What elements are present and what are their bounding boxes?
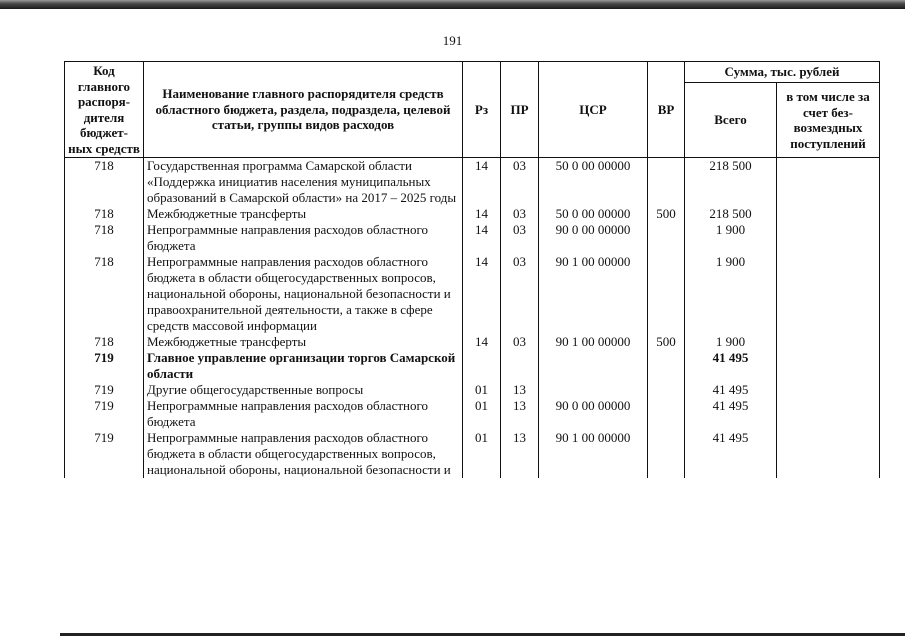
cell-incl [777,158,880,207]
cell-rz: 01 [463,382,501,398]
cell-code: 718 [65,222,144,254]
cell-incl [777,430,880,478]
cell-code: 719 [65,382,144,398]
cell-total: 41 495 [685,350,777,382]
cell-pr: 03 [501,158,539,207]
table-row [65,382,880,398]
cell-code: 719 [65,398,144,430]
cell-incl [777,382,880,398]
table-body [65,158,880,479]
cell-vr: 500 [648,206,685,222]
cell-csr [539,350,648,382]
header-code: Код главного распоря-дителя бюджет-ных средств [65,62,144,158]
cell-rz: 14 [463,334,501,350]
cell-code: 719 [65,430,144,478]
cell-vr [648,382,685,398]
cell-pr: 13 [501,382,539,398]
cell-vr [648,254,685,334]
cell-vr [648,430,685,478]
cell-name: Межбюджетные трансферты [144,206,463,222]
cell-incl [777,398,880,430]
cell-rz: 01 [463,398,501,430]
cell-total: 41 495 [685,430,777,478]
cell-code: 718 [65,158,144,207]
cell-name: Другие общегосударственные вопросы [144,382,463,398]
cell-incl [777,350,880,382]
cell-name: Непрограммные направления расходов областного бюджета в области общегосударственных вопросов, национальной обороны, национальной безопасности и [144,430,463,478]
cell-incl [777,334,880,350]
header-rz: Рз [463,62,501,158]
cell-name: Межбюджетные трансферты [144,334,463,350]
cell-csr: 90 0 00 00000 [539,222,648,254]
cell-csr: 90 0 00 00000 [539,398,648,430]
table-row [65,398,880,430]
cell-csr: 90 1 00 00000 [539,254,648,334]
cell-code: 718 [65,334,144,350]
cell-name: Непрограммные направления расходов областного бюджета в области общегосударственных вопросов, национальной обороны, национальной безопасности и правоохранительной деятельности, а также в сфере средств массовой информации [144,254,463,334]
cell-total: 218 500 [685,158,777,207]
table-row [65,430,880,478]
cell-name: Непрограммные направления расходов областного бюджета [144,398,463,430]
cell-code: 718 [65,206,144,222]
cell-vr [648,350,685,382]
cell-rz: 14 [463,254,501,334]
cell-pr: 13 [501,430,539,478]
cell-csr: 90 1 00 00000 [539,430,648,478]
table-row [65,334,880,350]
cell-csr: 50 0 00 00000 [539,158,648,207]
header-csr: ЦСР [539,62,648,158]
cell-pr [501,350,539,382]
cell-vr [648,158,685,207]
cell-incl [777,254,880,334]
cell-csr [539,382,648,398]
cell-code: 719 [65,350,144,382]
cell-name: Непрограммные направления расходов областного бюджета [144,222,463,254]
header-total: Всего [685,83,777,158]
cell-csr: 90 1 00 00000 [539,334,648,350]
cell-pr: 03 [501,334,539,350]
cell-incl [777,222,880,254]
cell-csr: 50 0 00 00000 [539,206,648,222]
table-row [65,158,880,207]
table-row [65,350,880,382]
page-number: 191 [442,33,463,48]
cell-pr: 03 [501,206,539,222]
table-row [65,222,880,254]
cell-name: Главное управление организации торгов Самарской области [144,350,463,382]
cell-vr [648,222,685,254]
cell-rz [463,350,501,382]
cell-total: 41 495 [685,382,777,398]
scan-bottom-edge [60,633,905,636]
cell-total: 218 500 [685,206,777,222]
cell-pr: 03 [501,254,539,334]
header-name: Наименование главного распорядителя средств областного бюджета, раздела, подраздела, целевой статьи, группы видов расходов [144,62,463,158]
table-row [65,254,880,334]
scan-top-edge [0,0,905,9]
header-sum: Сумма, тыс. рублей [685,62,880,83]
cell-vr: 500 [648,334,685,350]
cell-rz: 14 [463,222,501,254]
cell-pr: 13 [501,398,539,430]
cell-total: 1 900 [685,254,777,334]
cell-rz: 14 [463,206,501,222]
cell-name: Государственная программа Самарской области «Поддержка инициатив населения муниципальных образований в Самарской области» на 2017 – 2025 годы [144,158,463,207]
budget-table [64,61,880,478]
cell-total: 41 495 [685,398,777,430]
cell-rz: 01 [463,430,501,478]
cell-code: 718 [65,254,144,334]
cell-rz: 14 [463,158,501,207]
header-vr: ВР [648,62,685,158]
cell-incl [777,206,880,222]
cell-total: 1 900 [685,222,777,254]
header-pr: ПР [501,62,539,158]
cell-pr: 03 [501,222,539,254]
cell-total: 1 900 [685,334,777,350]
header-incl: в том числе за счет без-возмездных поступлений [777,83,880,158]
table-row [65,206,880,222]
cell-vr [648,398,685,430]
